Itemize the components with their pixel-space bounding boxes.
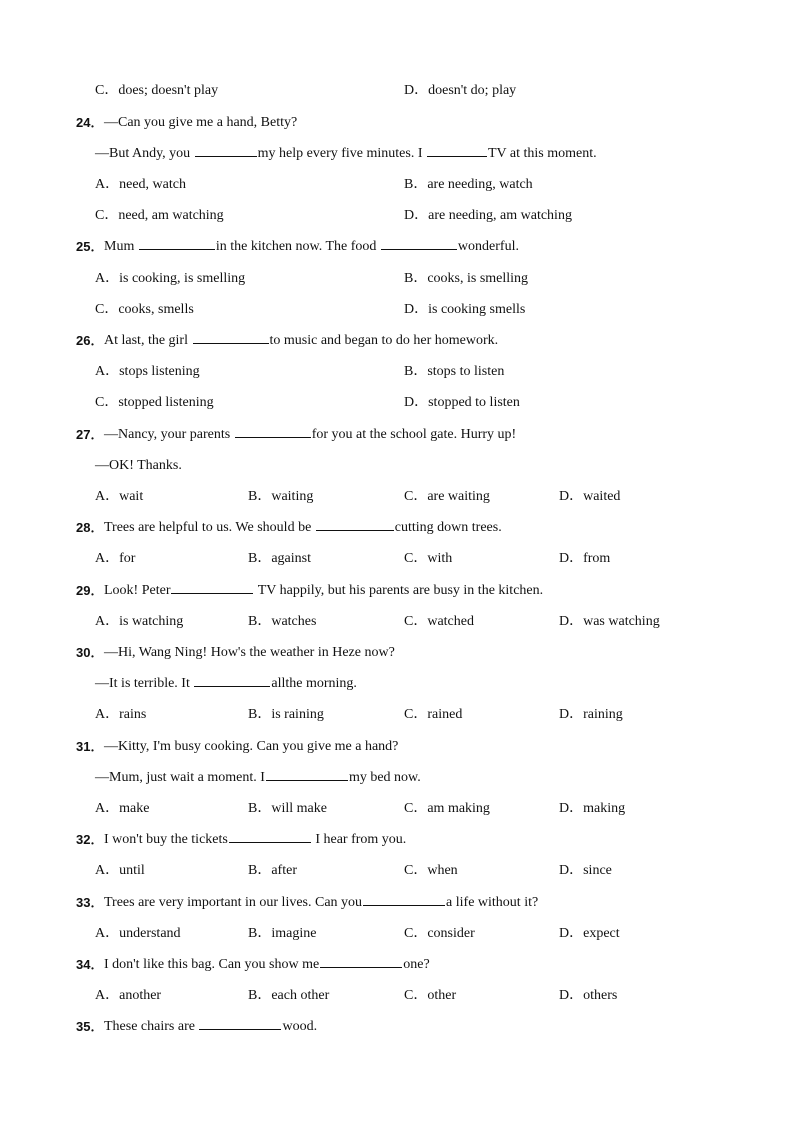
question-35: [0, 1015, 794, 1039]
text-segment: allthe morning.: [271, 676, 357, 691]
text-segment: for you at the school gate. Hurry up!: [311, 427, 517, 442]
dialog-line: [95, 766, 421, 790]
option-c[interactable]: C．other: [404, 988, 457, 1003]
option-a[interactable]: A．wait: [95, 489, 144, 504]
question-26: [0, 329, 794, 353]
text-segment: —It is terrible. It: [95, 676, 194, 691]
option-c: C．does; doesn't play: [95, 83, 219, 98]
text-segment: in the kitchen now. The food: [215, 239, 380, 254]
question-31: [0, 735, 794, 759]
answer-blank[interactable]: [193, 329, 269, 344]
question-text: [104, 423, 516, 447]
question-31-dialog: [0, 766, 794, 790]
question-26-options-row1: [0, 360, 794, 384]
question-number: 26．: [76, 333, 104, 348]
option-c[interactable]: C．consider: [404, 926, 475, 941]
text-segment: my help every five minutes. I: [257, 146, 426, 161]
option-a[interactable]: A．another: [95, 988, 162, 1003]
answer-blank[interactable]: [199, 1015, 281, 1030]
answer-blank[interactable]: [427, 142, 487, 157]
option-b[interactable]: B．each other: [248, 988, 330, 1003]
text-segment: TV happily, but his parents are busy in the kitchen.: [254, 583, 544, 598]
option-d[interactable]: D．expect: [559, 926, 620, 941]
question-34: [0, 953, 794, 977]
answer-blank[interactable]: [266, 766, 348, 781]
answer-blank[interactable]: [195, 142, 257, 157]
option-c[interactable]: C．with: [404, 551, 453, 566]
question-26-options-row2: [0, 391, 794, 415]
text-segment: I won't buy the tickets: [104, 832, 228, 847]
option-a[interactable]: A．make: [95, 801, 150, 816]
question-text: [104, 579, 543, 603]
option-d[interactable]: D．others: [559, 988, 618, 1003]
answer-blank[interactable]: [363, 891, 445, 906]
answer-blank[interactable]: [381, 235, 457, 250]
option-a[interactable]: A．for: [95, 551, 136, 566]
option-d[interactable]: D．are needing, am watching: [404, 208, 572, 223]
question-text: [104, 516, 502, 540]
answer-blank[interactable]: [139, 235, 215, 250]
question-23-options: [0, 79, 794, 103]
option-c[interactable]: C．stopped listening: [95, 395, 214, 410]
option-d[interactable]: D．is cooking smells: [404, 302, 526, 317]
question-34-options: [0, 984, 794, 1008]
option-d[interactable]: D．was watching: [559, 614, 660, 629]
question-text: [104, 953, 430, 977]
question-text: [104, 235, 519, 259]
question-27-options: [0, 485, 794, 509]
question-text: [104, 1015, 317, 1039]
question-number: 32．: [76, 832, 104, 847]
question-29: [0, 579, 794, 603]
option-c[interactable]: C．are waiting: [404, 489, 490, 504]
text-segment: These chairs are: [104, 1019, 199, 1034]
question-32: [0, 828, 794, 852]
question-number: 35．: [76, 1019, 104, 1034]
text-segment: —Nancy, your parents: [104, 427, 234, 442]
question-25-options-row2: [0, 298, 794, 322]
question-text: —Can you give me a hand, Betty?: [104, 115, 298, 130]
answer-blank[interactable]: [316, 516, 394, 531]
option-c[interactable]: C．need, am watching: [95, 208, 224, 223]
question-text: —Kitty, I'm busy cooking. Can you give me a hand?: [104, 739, 399, 754]
text-segment: Trees are helpful to us. We should be: [104, 520, 315, 535]
question-33: [0, 891, 794, 915]
text-segment: TV at this moment.: [488, 146, 597, 161]
option-a[interactable]: A．rains: [95, 707, 147, 722]
option-c[interactable]: C．cooks, smells: [95, 302, 194, 317]
option-b[interactable]: B．against: [248, 551, 311, 566]
question-24-options-row2: [0, 204, 794, 228]
option-b[interactable]: B．is raining: [248, 707, 324, 722]
answer-blank[interactable]: [171, 579, 253, 594]
question-24-options-row1: [0, 173, 794, 197]
option-d: D．doesn't do; play: [404, 83, 517, 98]
text-segment: —Mum, just wait a moment. I: [95, 770, 265, 785]
question-30-options: [0, 703, 794, 727]
text-segment: cutting down trees.: [394, 520, 502, 535]
option-d[interactable]: D．making: [559, 801, 626, 816]
option-b[interactable]: B．waiting: [248, 489, 314, 504]
option-d[interactable]: D．from: [559, 551, 611, 566]
question-24: [0, 111, 794, 135]
text-segment: I hear from you.: [311, 832, 407, 847]
question-text: —Hi, Wang Ning! How's the weather in Heze now?: [104, 645, 395, 660]
option-a[interactable]: A．is watching: [95, 614, 184, 629]
question-27-dialog: [0, 454, 794, 478]
question-text: [104, 828, 406, 852]
text-segment: Look! Peter: [104, 583, 171, 598]
answer-blank[interactable]: [235, 423, 311, 438]
text-segment: At last, the girl: [104, 333, 192, 348]
question-29-options: [0, 610, 794, 634]
text-segment: my bed now.: [348, 770, 421, 785]
text-segment: Trees are very important in our lives. Can you: [104, 895, 363, 910]
question-number: 29．: [76, 583, 104, 598]
option-b[interactable]: B．cooks, is smelling: [404, 271, 529, 286]
option-a[interactable]: A．stops listening: [95, 364, 200, 379]
answer-blank[interactable]: [194, 672, 270, 687]
question-30: [0, 641, 794, 665]
question-number: 30．: [76, 645, 104, 660]
option-d[interactable]: D．waited: [559, 489, 621, 504]
option-a[interactable]: A．is cooking, is smelling: [95, 271, 246, 286]
option-c[interactable]: C．am making: [404, 801, 490, 816]
option-b[interactable]: B．watches: [248, 614, 317, 629]
text-segment: wonderful.: [457, 239, 519, 254]
text-segment: Mum: [104, 239, 138, 254]
question-24-dialog: [0, 142, 794, 166]
option-b[interactable]: B．will make: [248, 801, 327, 816]
question-text: [104, 329, 498, 353]
option-b[interactable]: B．after: [248, 863, 297, 878]
question-25: [0, 235, 794, 259]
question-number: 25．: [76, 239, 104, 254]
question-number: 24．: [76, 115, 104, 130]
dialog-line: [95, 672, 357, 696]
option-d[interactable]: D．raining: [559, 707, 623, 722]
question-25-options-row1: [0, 267, 794, 291]
question-27: [0, 423, 794, 447]
text-segment: one?: [403, 957, 430, 972]
answer-blank[interactable]: [229, 828, 311, 843]
option-d[interactable]: D．since: [559, 863, 612, 878]
text-segment: —But Andy, you: [95, 146, 194, 161]
option-b[interactable]: B．are needing, watch: [404, 177, 533, 192]
question-33-options: [0, 922, 794, 946]
option-a[interactable]: A．need, watch: [95, 177, 186, 192]
option-a[interactable]: A．until: [95, 863, 145, 878]
text-segment: wood.: [282, 1019, 318, 1034]
option-d[interactable]: D．stopped to listen: [404, 395, 520, 410]
question-31-options: [0, 797, 794, 821]
dialog-line: —OK! Thanks.: [95, 458, 182, 473]
question-28-options: [0, 547, 794, 571]
option-c[interactable]: C．watched: [404, 614, 474, 629]
option-a[interactable]: A．understand: [95, 926, 181, 941]
option-b[interactable]: B．stops to listen: [404, 364, 505, 379]
question-number: 34．: [76, 957, 104, 972]
question-number: 28．: [76, 520, 104, 535]
question-32-options: [0, 859, 794, 883]
text-segment: I don't like this bag. Can you show me: [104, 957, 320, 972]
option-b[interactable]: B．imagine: [248, 926, 317, 941]
option-c[interactable]: C．when: [404, 863, 458, 878]
question-30-dialog: [0, 672, 794, 696]
dialog-line: [95, 142, 597, 166]
question-text: [104, 891, 538, 915]
text-segment: a life without it?: [446, 895, 539, 910]
question-number: 27．: [76, 427, 104, 442]
question-number: 33．: [76, 895, 104, 910]
answer-blank[interactable]: [320, 953, 402, 968]
option-c[interactable]: C．rained: [404, 707, 463, 722]
text-segment: to music and began to do her homework.: [269, 333, 499, 348]
question-28: [0, 516, 794, 540]
question-number: 31．: [76, 739, 104, 754]
